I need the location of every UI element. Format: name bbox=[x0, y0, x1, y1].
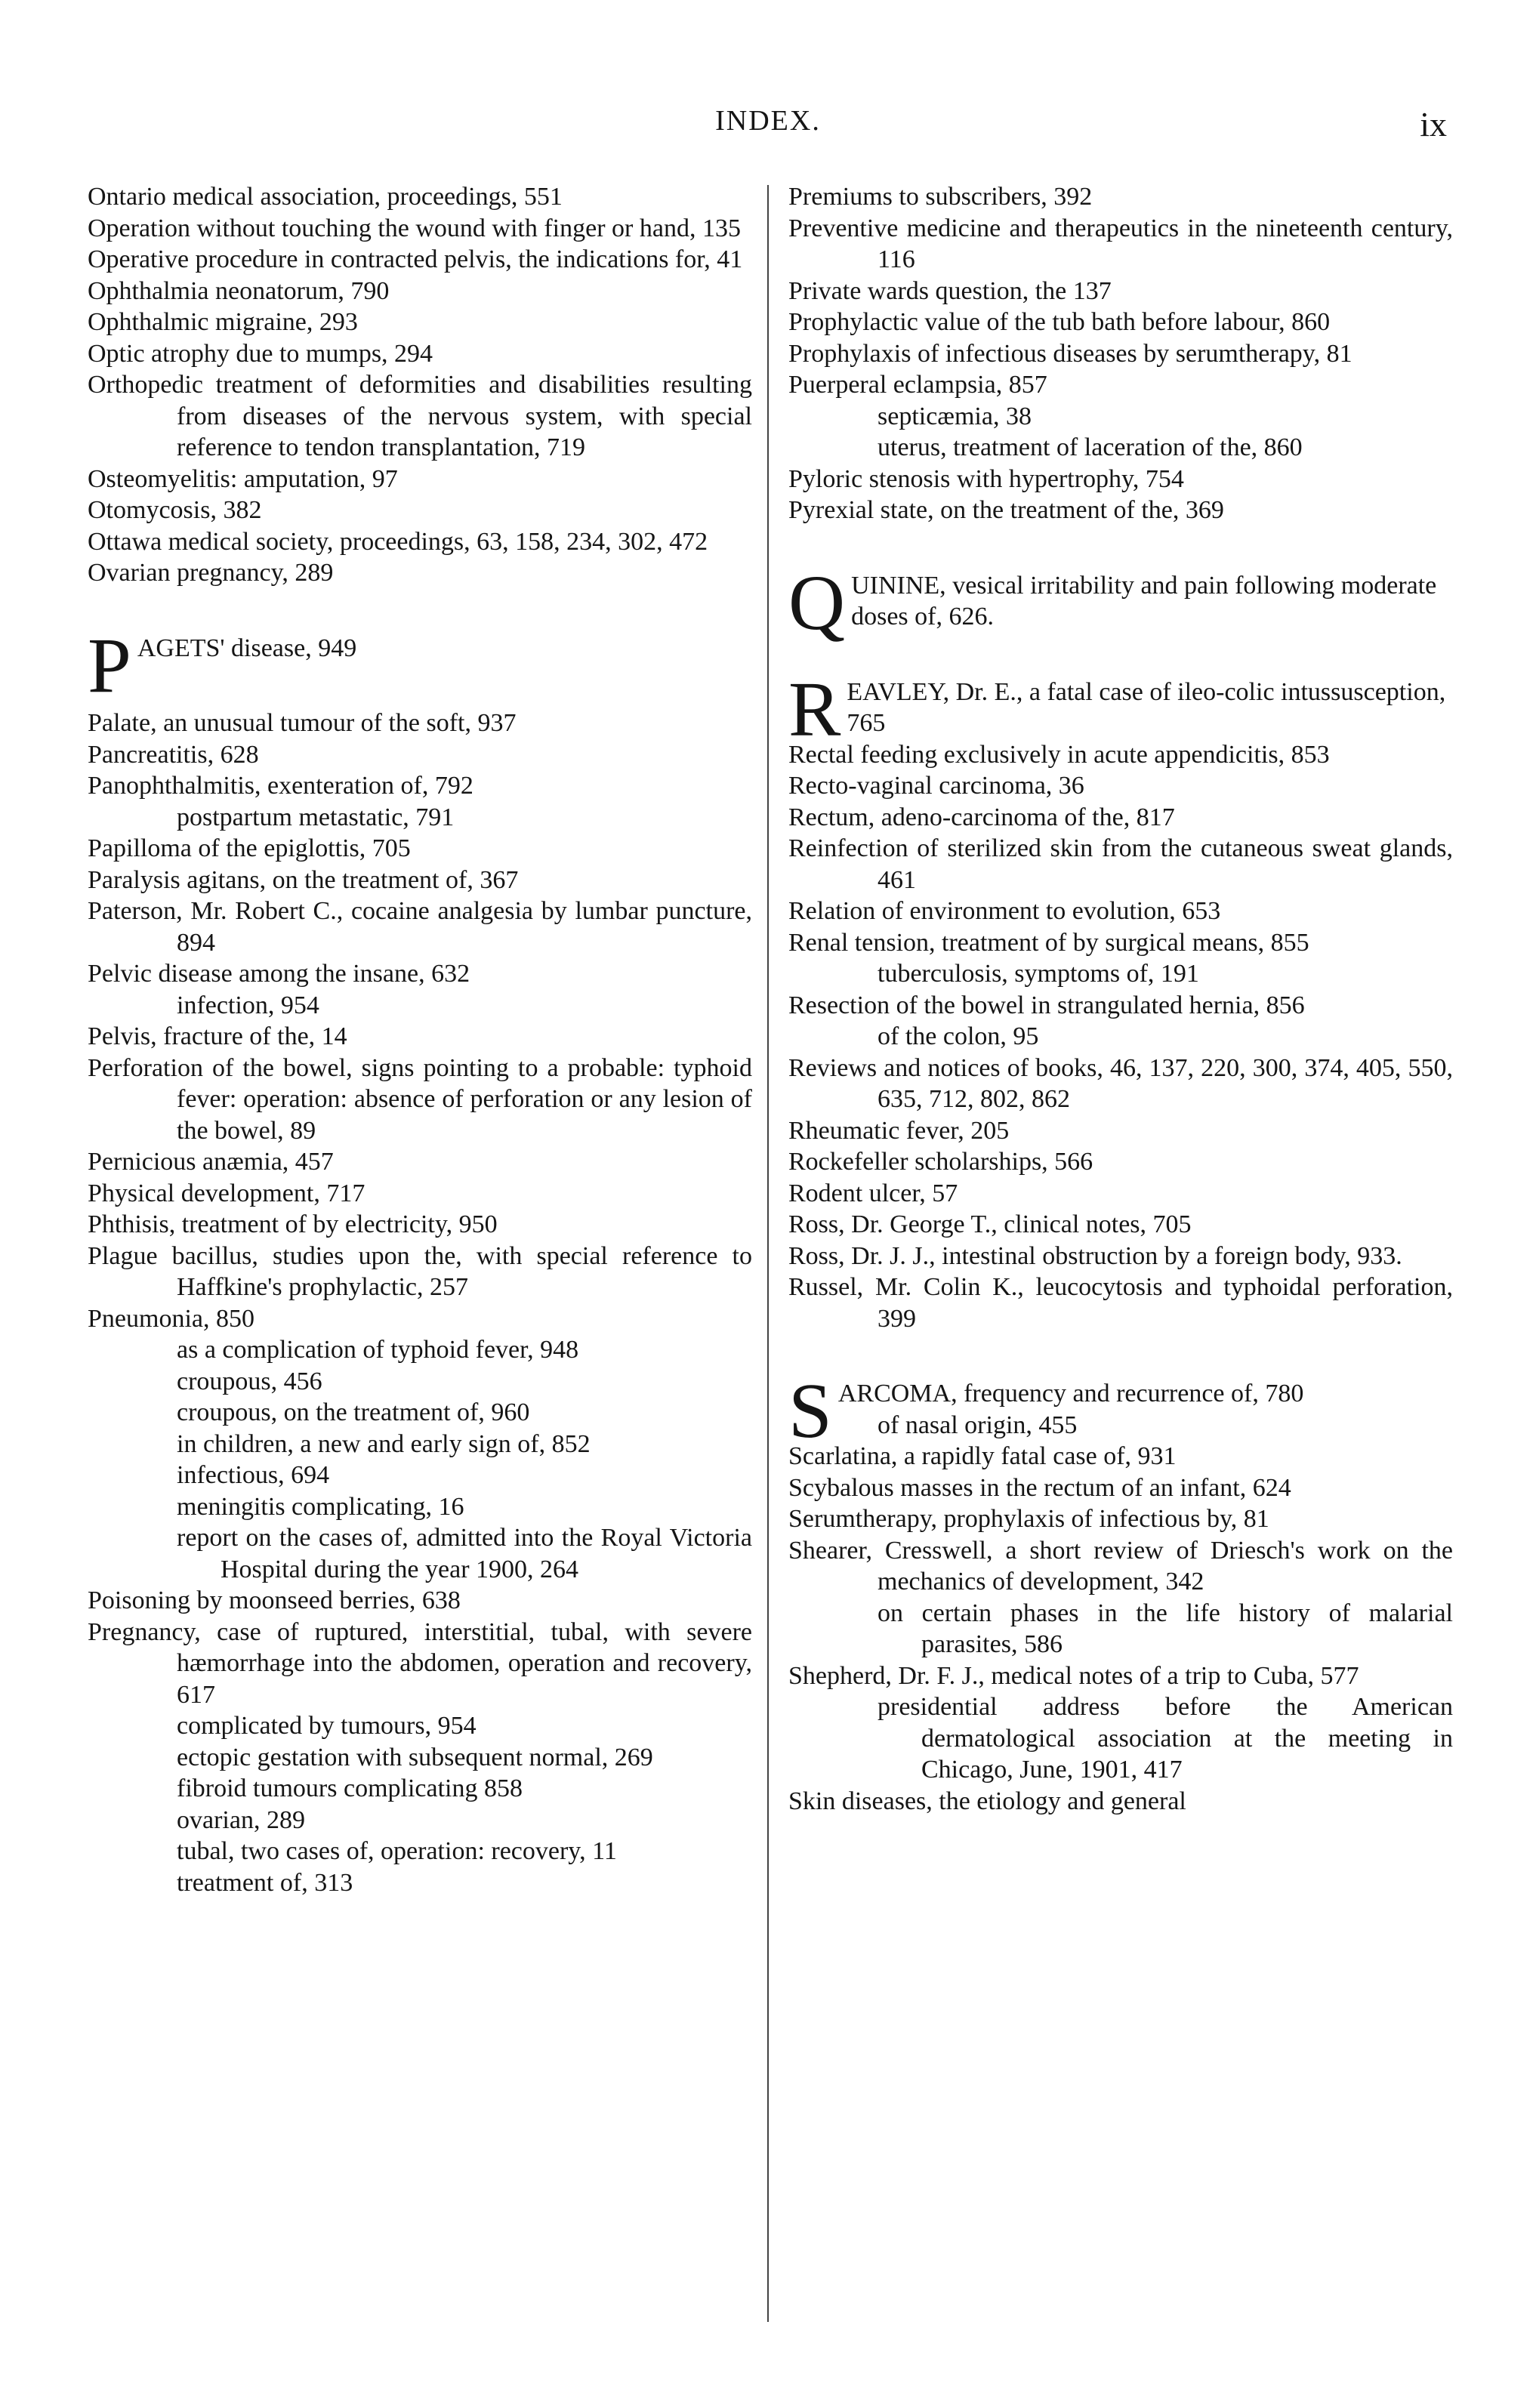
index-entry: Private wards question, the 137 bbox=[788, 276, 1112, 305]
index-entry: Papilloma of the epiglottis, 705 bbox=[88, 834, 411, 862]
initial-word: ARCOMA, bbox=[837, 1380, 958, 1407]
index-entry: Osteomyelitis: amputation, 97 bbox=[88, 464, 398, 493]
index-entry: Prophylaxis of infectious diseases by serumtherapy, 81 bbox=[788, 339, 1352, 368]
index-entry: Preventive medicine and therapeutics in the nineteenth century, 116 bbox=[788, 214, 1453, 273]
index-entry: Rockefeller scholarships, 566 bbox=[788, 1148, 1093, 1176]
index-subentry: of the colon, 95 bbox=[877, 1022, 1039, 1050]
initial-entry-text: disease, 949 bbox=[224, 634, 357, 662]
index-entry: Relation of environment to evolution, 653 bbox=[788, 897, 1221, 925]
index-entry: Pancreatitis, 628 bbox=[88, 740, 259, 769]
initial-word: EAVLEY, bbox=[847, 677, 950, 706]
index-subentry: ectopic gestation with subsequent normal, 269 bbox=[177, 1743, 653, 1771]
index-entry: Serumtherapy, prophylaxis of infectious by, 81 bbox=[788, 1505, 1269, 1533]
index-entry: Ophthalmia neonatorum, 790 bbox=[88, 276, 390, 305]
page-title: INDEX. bbox=[715, 105, 821, 137]
index-subentry: infectious, 694 bbox=[177, 1461, 330, 1489]
section-initial-entry bbox=[788, 559, 1453, 646]
drop-cap-letter: R bbox=[788, 665, 841, 753]
index-entry: Poisoning by moonseed berries, 638 bbox=[88, 1586, 461, 1614]
index-entry: Orthopedic treatment of deformities and disabilities resulting from diseases of the nervous system, with special reference to tendon transplantation, 719 bbox=[88, 371, 752, 461]
index-subentry: uterus, treatment of laceration of the, 860 bbox=[877, 433, 1303, 461]
index-entry: Pelvis, fracture of the, 14 bbox=[88, 1022, 347, 1050]
index-subentry: fibroid tumours complicating 858 bbox=[177, 1774, 523, 1802]
index-subentry: tuberculosis, symptoms of, 191 bbox=[877, 960, 1199, 988]
index-entry: Rheumatic fever, 205 bbox=[788, 1116, 1010, 1145]
index-entry: Ross, Dr. George T., clinical notes, 705 bbox=[788, 1210, 1192, 1238]
initial-word: UININE, bbox=[851, 571, 946, 600]
index-entry: Physical development, 717 bbox=[88, 1179, 365, 1207]
index-subentry: of nasal origin, 455 bbox=[877, 1411, 1078, 1439]
index-entry: Phthisis, treatment of by electricity, 950 bbox=[88, 1210, 498, 1238]
index-subentry: septicæmia, 38 bbox=[877, 402, 1032, 430]
section-gap bbox=[88, 589, 752, 633]
index-entry: Pernicious anæmia, 457 bbox=[88, 1148, 334, 1176]
index-subentry: as a complication of typhoid fever, 948 bbox=[177, 1336, 579, 1364]
index-entry: Scybalous masses in the rectum of an infant, 624 bbox=[788, 1473, 1291, 1502]
index-entry: Shearer, Cresswell, a short review of Driesch's work on the mechanics of development, 342 bbox=[788, 1536, 1453, 1596]
page-number: ix bbox=[1420, 105, 1447, 143]
index-entry: Paralysis agitans, on the treatment of, 367 bbox=[88, 865, 519, 894]
index-subentry: on certain phases in the life history of malarial parasites, 586 bbox=[877, 1599, 1453, 1658]
index-entry: Ovarian pregnancy, 289 bbox=[88, 559, 334, 587]
index-entry: Shepherd, Dr. F. J., medical notes of a trip to Cuba, 577 bbox=[788, 1661, 1359, 1690]
section-gap bbox=[88, 664, 752, 708]
index-subentry: in children, a new and early sign of, 852 bbox=[177, 1429, 591, 1458]
initial-word: AGETS' bbox=[137, 634, 225, 662]
column-divider bbox=[767, 185, 769, 2322]
section-gap bbox=[788, 633, 1453, 677]
index-entry: Skin diseases, the etiology and general bbox=[788, 1787, 1186, 1815]
index-subentry: postpartum metastatic, 791 bbox=[177, 803, 455, 831]
section-initial-entry bbox=[788, 665, 1453, 753]
drop-cap-letter: S bbox=[788, 1367, 832, 1454]
index-entry: Operation without touching the wound with finger or hand, 135 bbox=[88, 214, 741, 242]
index-subentry: presidential address before the American dermatological association at the meeting in Chicago, June, 1901, 417 bbox=[877, 1693, 1453, 1784]
index-entry: Optic atrophy due to mumps, 294 bbox=[88, 339, 433, 368]
initial-entry-text: vesical irritability and pain following moderate doses of, 626. bbox=[851, 571, 1437, 631]
index-subentry: treatment of, 313 bbox=[177, 1868, 353, 1897]
index-column-left bbox=[88, 181, 752, 1898]
index-entry: Perforation of the bowel, signs pointing to a probable: typhoid fever: operation: absence of perforation or any lesion of the bowel, 89 bbox=[88, 1053, 752, 1145]
index-subentry: meningitis complicating, 16 bbox=[177, 1492, 464, 1521]
section-gap bbox=[788, 1334, 1453, 1378]
index-entry: Pyloric stenosis with hypertrophy, 754 bbox=[788, 464, 1184, 493]
index-subentry: infection, 954 bbox=[177, 991, 319, 1019]
index-subentry: complicated by tumours, 954 bbox=[177, 1712, 477, 1740]
index-entry: Ontario medical association, proceedings, 551 bbox=[88, 183, 563, 211]
page-header bbox=[0, 104, 1536, 150]
index-entry: Panophthalmitis, exenteration of, 792 bbox=[88, 772, 473, 800]
index-entry: Otomycosis, 382 bbox=[88, 496, 262, 524]
index-entry: Premiums to subscribers, 392 bbox=[788, 183, 1093, 211]
index-entry: Rodent ulcer, 57 bbox=[788, 1179, 958, 1207]
index-entry: Rectal feeding exclusively in acute appendicitis, 853 bbox=[788, 740, 1330, 769]
index-entry: Pelvic disease among the insane, 632 bbox=[88, 960, 470, 988]
index-entry: Pregnancy, case of ruptured, interstitial, tubal, with severe hæmorrhage into the abdomen, operation and recovery, 617 bbox=[88, 1617, 752, 1709]
index-entry: Renal tension, treatment of by surgical means, 855 bbox=[788, 928, 1309, 957]
index-entry: Reinfection of sterilized skin from the cutaneous sweat glands, 461 bbox=[788, 834, 1453, 894]
index-subentry: croupous, 456 bbox=[177, 1367, 322, 1395]
initial-entry-text: frequency and recurrence of, 780 bbox=[957, 1380, 1304, 1407]
index-entry: Paterson, Mr. Robert C., cocaine analgesia by lumbar puncture, 894 bbox=[88, 897, 752, 957]
index-subentry: croupous, on the treatment of, 960 bbox=[177, 1398, 530, 1426]
drop-cap-letter: Q bbox=[788, 559, 846, 646]
index-entry: Reviews and notices of books, 46, 137, 220, 300, 374, 405, 550, 635, 712, 802, 862 bbox=[788, 1053, 1453, 1113]
index-subentry: ovarian, 289 bbox=[177, 1805, 305, 1834]
index-entry: Resection of the bowel in strangulated hernia, 856 bbox=[788, 991, 1305, 1019]
index-entry: Palate, an unusual tumour of the soft, 937 bbox=[88, 709, 517, 737]
index-subentry: report on the cases of, admitted into the Royal Victoria Hospital during the year 1900, 264 bbox=[177, 1524, 752, 1583]
initial-entry-text: Dr. E., a fatal case of ileo-colic intussusception, 765 bbox=[847, 677, 1446, 737]
index-entry: Ophthalmic migraine, 293 bbox=[88, 308, 358, 336]
section-initial-entry bbox=[88, 621, 752, 709]
index-entry: Ottawa medical society, proceedings, 63, 158, 234, 302, 472 bbox=[88, 527, 708, 556]
index-entry: Scarlatina, a rapidly fatal case of, 931 bbox=[788, 1442, 1177, 1470]
index-subentry: tubal, two cases of, operation: recovery, 11 bbox=[177, 1837, 617, 1865]
section-gap bbox=[788, 526, 1453, 570]
index-entry: Recto-vaginal carcinoma, 36 bbox=[788, 772, 1084, 800]
index-entry: Ross, Dr. J. J., intestinal obstruction by a foreign body, 933. bbox=[788, 1241, 1402, 1270]
index-entry: Pneumonia, 850 bbox=[88, 1304, 254, 1333]
index-column-right bbox=[788, 181, 1453, 1817]
index-entry: Rectum, adeno-carcinoma of the, 817 bbox=[788, 803, 1175, 831]
index-entry: Operative procedure in contracted pelvis, the indications for, 41 bbox=[88, 245, 743, 273]
index-entry: Pyrexial state, on the treatment of the, 369 bbox=[788, 496, 1224, 524]
index-entry: Russel, Mr. Colin K., leucocytosis and typhoidal perforation, 399 bbox=[788, 1273, 1453, 1333]
index-entry: Prophylactic value of the tub bath before labour, 860 bbox=[788, 308, 1331, 336]
index-entry: Puerperal eclampsia, 857 bbox=[788, 371, 1047, 399]
drop-cap-letter: P bbox=[88, 621, 131, 709]
index-entry: Plague bacillus, studies upon the, with special reference to Haffkine's prophylactic, 257 bbox=[88, 1241, 752, 1301]
